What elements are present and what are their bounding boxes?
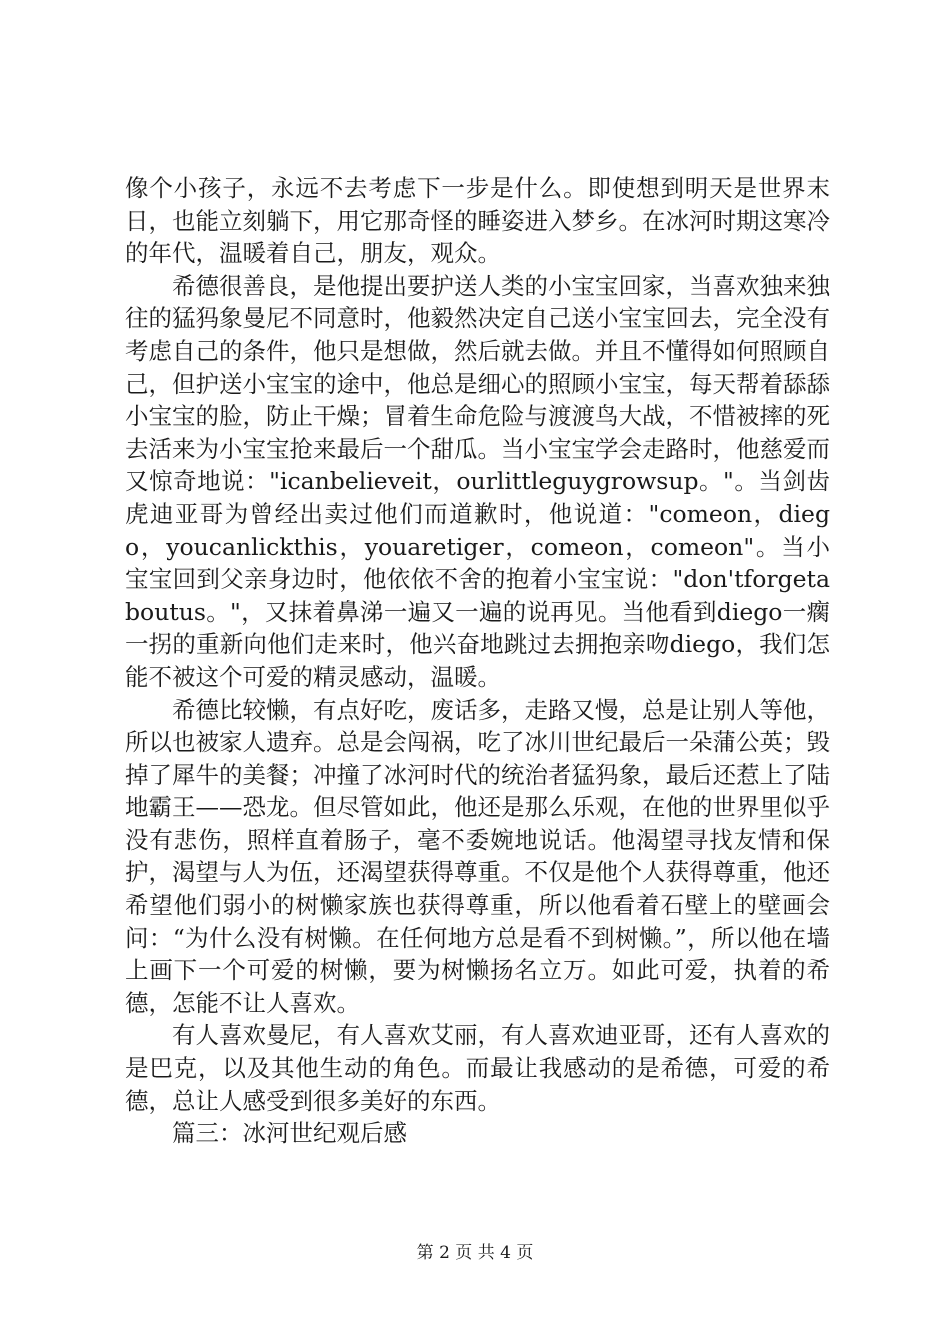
paragraph-2: 希德很善良，是他提出要护送人类的小宝宝回家，当喜欢独来独往的猛犸象曼尼不同意时，他毅然决定自己送小宝宝回去，完全没有考虑自己的条件，他只是想做，然后就去做。并且不懂得如何照顾自己，但护送小宝宝的途中，他总是细心的照顾小宝宝，每天帮着舔舔小宝宝的脸，防止干燥；冒着生命危险与渡渡鸟大战，不惜被摔的死去活来为小宝宝抢来最后一个甜瓜。当小宝宝学会走路时，他慈爱而又惊奇地说："icanbelieveit，ourlittleguygrowsup。"。当剑齿虎迪亚哥为曾经出卖过他们而道歉时，他说道："comeon，diego，youcanlickthis，youaretiger，comeon，comeon"。当小宝宝回到父亲身边时，他依依不舍的抱着小宝宝说："don'tforgetaboutus。"，又抹着鼻涕一遍又一遍的说再见。当他看到diego一瘸一拐的重新向他们走来时，他兴奋地跳过去拥抱亲吻diego，我们怎能不被这个可爱的精灵感动，温暖。 — [125, 271, 830, 691]
paragraph-4: 有人喜欢曼尼，有人喜欢艾丽，有人喜欢迪亚哥，还有人喜欢的是巴克，以及其他生动的角色。而最让我感动的是希德，可爱的希德，总让人感受到很多美好的东西。 — [125, 1021, 830, 1115]
page-number-footer: 第 2 页 共 4 页 — [416, 1243, 534, 1263]
paragraph-3: 希德比较懒，有点好吃，废话多，走路又慢，总是让别人等他，所以也被家人遗弃。总是会闯祸，吃了冰川世纪最后一朵蒲公英；毁掉了犀牛的美餐；冲撞了冰河时代的统治者猛犸象，最后还惹上了陆地霸王——恐龙。但尽管如此，他还是那么乐观，在他的世界里似乎没有悲伤，照样直着肠子，毫不委婉地说话。他渴望寻找友情和保护，渴望与人为伍，还渴望获得尊重。不仅是他个人获得尊重，他还希望他们弱小的树懒家族也获得尊重，所以他看着石壁上的壁画会问：“为什么没有树懒。在任何地方总是看不到树懒。”，所以他在墙上画下一个可爱的树懒，要为树懒扬名立万。如此可爱，执着的希德，怎能不让人喜欢。 — [125, 695, 830, 1017]
document-body — [125, 172, 830, 1150]
paragraph-1: 像个小孩子，永远不去考虑下一步是什么。即使想到明天是世界末日，也能立刻躺下，用它那奇怪的睡姿进入梦乡。在冰河时期这寒冷的年代，温暖着自己，朋友，观众。 — [125, 174, 830, 268]
section-heading: 篇三：冰河世纪观后感 — [172, 1119, 407, 1148]
